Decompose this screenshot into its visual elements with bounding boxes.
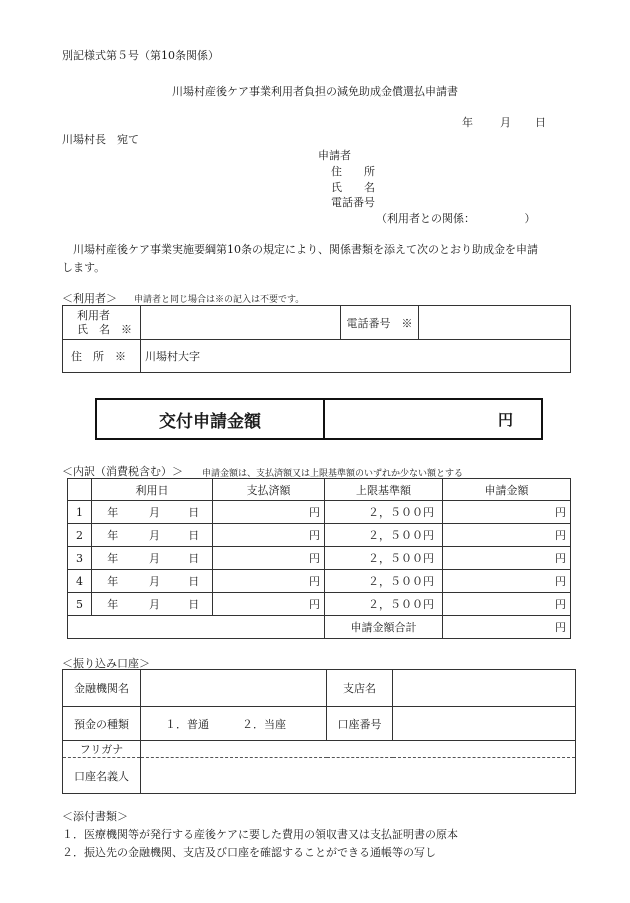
total-field[interactable]: 円 — [443, 616, 571, 639]
bank-branch-field[interactable] — [393, 670, 576, 707]
applicant-address-label: 住 所 — [331, 165, 375, 178]
breakdown-table — [67, 478, 571, 639]
total-label: 申請金額合計 — [325, 616, 443, 639]
form-number: 別記様式第５号（第10条関係） — [62, 49, 219, 62]
amount-box — [95, 398, 543, 440]
breakdown-note: 申請金額は、支払済額又は上限基準額のいずれか少ない額とする — [202, 469, 464, 479]
date-year: 年 — [462, 116, 473, 129]
col-header-date: 利用日 — [92, 479, 213, 501]
breakdown-corner — [68, 479, 92, 501]
bank-furigana-label: フリガナ — [63, 741, 141, 758]
body-text-line1: 川場村産後ケア事業実施要綱第10条の規定により、関係書類を添えて次のとおり助成金を申請 — [62, 243, 538, 256]
user-name-label: 利用者 氏 名 ※ — [63, 306, 141, 340]
bank-header: ＜振り込み口座＞ — [62, 657, 150, 670]
date-month: 月 — [500, 116, 511, 129]
user-phone-label: 電話番号 ※ — [341, 306, 419, 340]
attachment-item-1: １．医療機関等が発行する産後ケアに要した費用の領収書又は支払証明書の原本 — [62, 828, 458, 841]
bank-furigana-field[interactable] — [141, 741, 576, 758]
body-text-line2: します。 — [62, 261, 106, 274]
user-section-note: 申請者と同じ場合は※の記入は不要です。 — [134, 295, 305, 305]
bank-holder-label: 口座名義人 — [63, 758, 141, 794]
bank-account-no-field[interactable] — [393, 707, 576, 741]
applicant-phone-label: 電話番号 — [331, 196, 375, 209]
amount-label: 交付申請金額 — [97, 400, 325, 438]
addressee: 川場村長 宛て — [62, 133, 139, 146]
bank-type-options[interactable]: １．普通 ２．当座 — [141, 707, 327, 741]
attachments-header: ＜添付書類＞ — [62, 810, 128, 823]
table-row: 4 年 月 日 円 ２，５００円 円 — [68, 570, 571, 593]
bank-institution-label: 金融機関名 — [63, 670, 141, 707]
bank-table — [62, 669, 576, 794]
user-phone-field[interactable] — [419, 306, 571, 340]
bank-type-label: 預金の種類 — [63, 707, 141, 741]
table-row: 5 年 月 日 円 ２，５００円 円 — [68, 593, 571, 616]
applicant-relation: （利用者との関係： ） — [376, 212, 536, 225]
attachment-item-2: ２．振込先の金融機関、支店及び口座を確認することができる通帳等の写し — [62, 846, 436, 859]
applicant-name-label: 氏 名 — [331, 181, 375, 194]
bank-holder-field[interactable] — [141, 758, 576, 794]
applicant-label: 申請者 — [318, 149, 351, 162]
col-header-amount: 申請金額 — [443, 479, 571, 501]
user-address-field[interactable]: 川場村大字 — [141, 340, 571, 373]
amount-field[interactable]: 円 — [497, 410, 513, 429]
page-title: 川場村産後ケア事業利用者負担の減免助成金償還払申請書 — [172, 85, 458, 98]
col-header-paid: 支払済額 — [213, 479, 325, 501]
total-row — [68, 616, 571, 639]
table-row: 1 年 月 日 円 ２，５００円 円 — [68, 501, 571, 524]
breakdown-header: ＜内訳（消費税含む）＞ — [62, 465, 183, 478]
bank-branch-label: 支店名 — [327, 670, 393, 707]
user-section-header: ＜利用者＞ — [62, 292, 117, 305]
col-header-limit: 上限基準額 — [325, 479, 443, 501]
table-row: 3 年 月 日 円 ２，５００円 円 — [68, 547, 571, 570]
table-row: 2 年 月 日 円 ２，５００円 円 — [68, 524, 571, 547]
user-table — [62, 305, 571, 373]
user-address-label: 住 所 ※ — [63, 340, 141, 373]
bank-institution-field[interactable] — [141, 670, 327, 707]
user-name-field[interactable] — [141, 306, 341, 340]
bank-account-no-label: 口座番号 — [327, 707, 393, 741]
date-day: 日 — [535, 116, 546, 129]
